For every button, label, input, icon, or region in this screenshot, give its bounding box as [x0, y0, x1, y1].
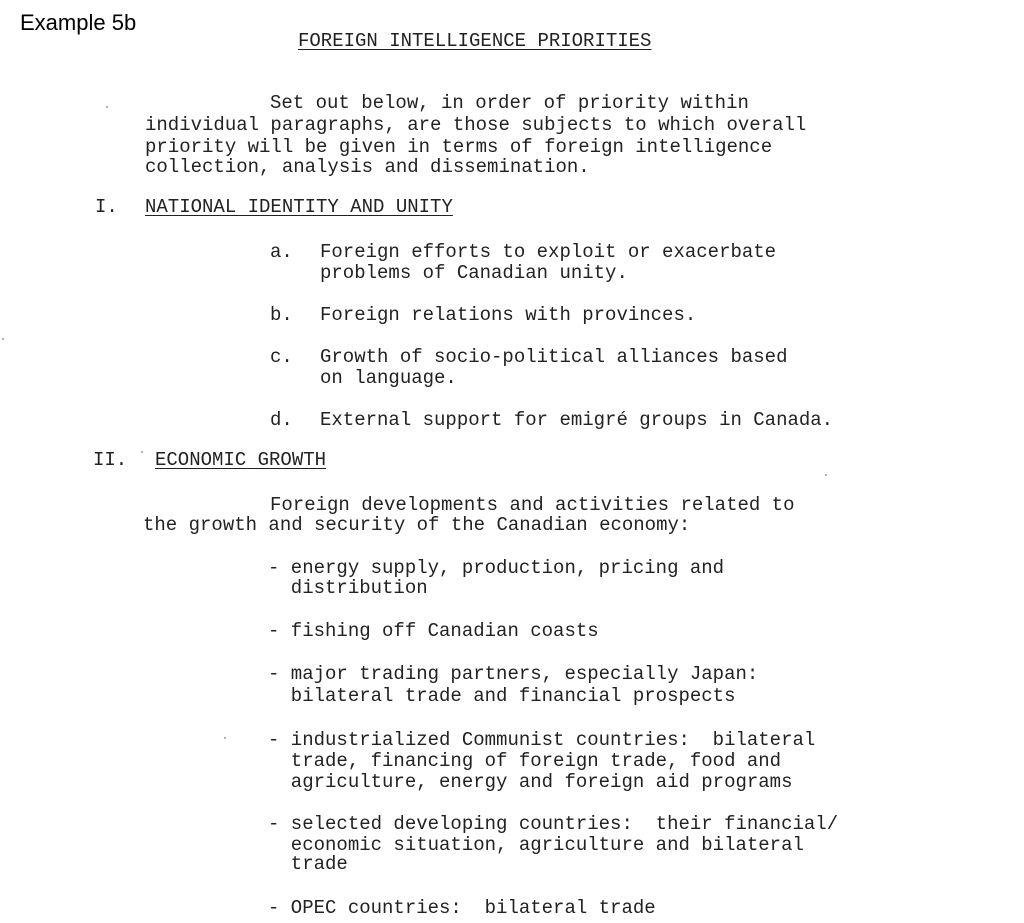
bullet-communist-line-1: - industrialized Communist countries: bilateral: [268, 729, 816, 751]
bullet-energy-line-1: - energy supply, production, pricing and: [268, 557, 725, 579]
section2-heading: ECONOMIC GROWTH: [155, 449, 327, 471]
bullet-trading-line-1: - major trading partners, especially Japan:: [268, 663, 759, 685]
section2-intro-line-2: the growth and security of the Canadian economy:: [143, 514, 691, 536]
item-c-line-1: Growth of socio-political alliances based: [320, 346, 788, 368]
section1-numeral: I.: [95, 196, 118, 218]
item-b-line-1: Foreign relations with provinces.: [320, 304, 697, 326]
scan-speck: [825, 474, 827, 476]
bullet-developing-line-1: - selected developing countries: their financial/: [268, 813, 839, 835]
bullet-developing-line-3: trade: [268, 853, 348, 875]
item-a-line-1: Foreign efforts to exploit or exacerbate: [320, 241, 777, 263]
item-d-line-1: External support for emigré groups in Canada.: [320, 409, 834, 431]
scan-speck: [141, 451, 143, 453]
bullet-communist-line-3: agriculture, energy and foreign aid programs: [268, 771, 793, 793]
item-d-letter: d.: [270, 409, 293, 431]
intro-line-2: individual paragraphs, are those subjects to which overall: [145, 114, 807, 136]
item-c-letter: c.: [270, 346, 293, 368]
bullet-fishing-line-1: - fishing off Canadian coasts: [268, 620, 599, 642]
section2-numeral: II.: [93, 449, 128, 471]
intro-line-1: Set out below, in order of priority within: [270, 92, 749, 114]
example-label: Example 5b: [20, 10, 137, 35]
section1-heading: NATIONAL IDENTITY AND UNITY: [145, 196, 453, 218]
item-a-letter: a.: [270, 241, 293, 263]
bullet-communist-line-2: trade, financing of foreign trade, food and: [268, 750, 782, 772]
item-c-line-2: on language.: [320, 367, 457, 389]
scan-speck: [106, 106, 108, 108]
item-a-line-2: problems of Canadian unity.: [320, 262, 628, 284]
item-b-letter: b.: [270, 304, 293, 326]
bullet-energy-line-2: distribution: [268, 577, 428, 599]
section2-intro-line-1: Foreign developments and activities related to: [270, 494, 795, 516]
intro-line-3: priority will be given in terms of foreign intelligence: [145, 136, 773, 158]
scan-speck: [2, 338, 4, 340]
bullet-developing-line-2: economic situation, agriculture and bilateral: [268, 834, 804, 856]
bullet-trading-line-2: bilateral trade and financial prospects: [268, 685, 736, 707]
document-title: FOREIGN INTELLIGENCE PRIORITIES: [298, 30, 652, 52]
intro-line-4: collection, analysis and dissemination.: [145, 156, 590, 178]
bullet-opec-line-1: - OPEC countries: bilateral trade: [268, 897, 656, 919]
scan-speck: [224, 737, 226, 739]
